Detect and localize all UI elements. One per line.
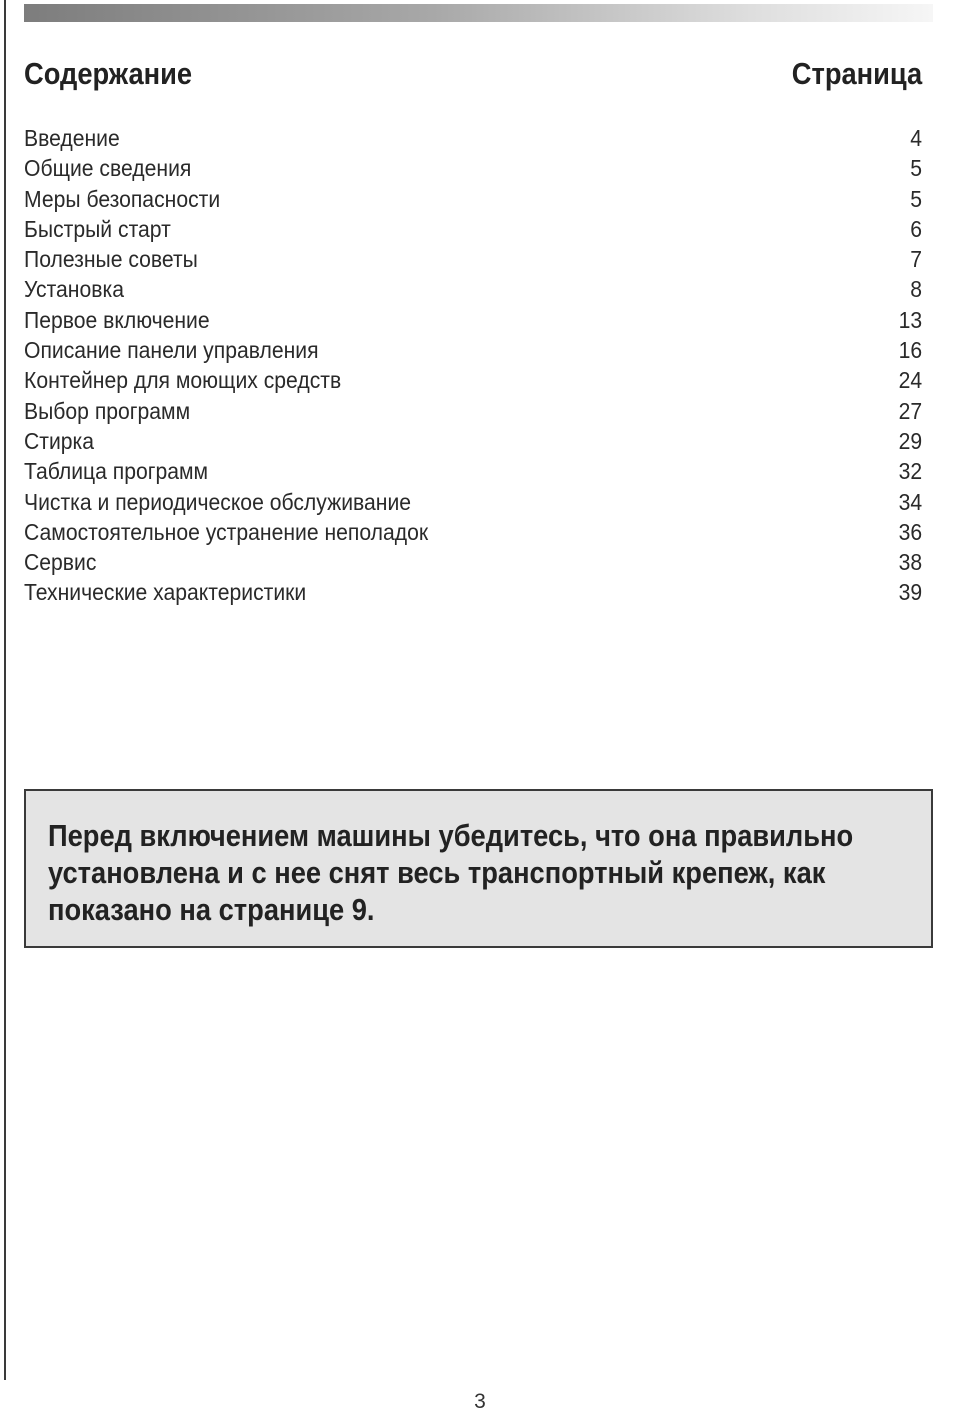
toc-entry-title: Описание панели управления [24, 337, 319, 364]
toc-entry-title: Таблица программ [24, 458, 209, 485]
toc-entry [24, 214, 922, 244]
toc-entry-page: 8 [910, 276, 922, 303]
toc-entry-title: Меры безопасности [24, 185, 221, 212]
toc-entry [24, 153, 922, 183]
toc-entry [24, 184, 922, 214]
toc-entry-page: 29 [898, 427, 922, 454]
toc-entry-page: 13 [898, 306, 922, 333]
toc-entry-title: Установка [24, 276, 124, 303]
toc-entry-title: Полезные советы [24, 246, 198, 273]
toc-entry [24, 456, 922, 486]
notice-line: установлена и с нее снят весь транспортный крепеж, как [48, 855, 826, 890]
toc-entry-title: Контейнер для моющих средств [24, 367, 342, 394]
toc-header [24, 56, 922, 100]
toc-entry-page: 7 [910, 246, 922, 273]
toc-entry-page: 6 [910, 215, 922, 242]
installation-notice-box [24, 789, 933, 948]
toc-entry [24, 517, 922, 547]
page-number: 3 [474, 1390, 486, 1413]
notice-line: показано на странице 9. [48, 892, 375, 927]
toc-entry [24, 365, 922, 395]
toc-entry [24, 305, 922, 335]
toc-entry-title: Стирка [24, 427, 95, 454]
toc-entry-page: 27 [898, 397, 922, 424]
toc-entry-page: 5 [910, 185, 922, 212]
left-margin-rule [4, 0, 6, 1380]
toc-entry-title: Выбор программ [24, 397, 191, 424]
notice-line: Перед включением машины убедитесь, что она правильно [48, 818, 854, 853]
page-title: Содержание [24, 56, 193, 91]
toc-entry-title: Первое включение [24, 306, 210, 333]
toc-entry-title: Самостоятельное устранение неполадок [24, 518, 429, 545]
toc-entry [24, 123, 922, 153]
toc-entry-title: Чистка и периодическое обслуживание [24, 488, 412, 515]
toc-entry [24, 547, 922, 577]
toc-entry [24, 396, 922, 426]
toc-entry-title: Технические характеристики [24, 579, 307, 606]
toc-entry-page: 32 [898, 458, 922, 485]
toc-entry [24, 274, 922, 304]
page-column-heading: Страница [791, 56, 922, 91]
toc-entry [24, 577, 922, 607]
toc-entry-title: Сервис [24, 549, 97, 576]
toc-entry [24, 426, 922, 456]
toc-entry-page: 5 [910, 155, 922, 182]
toc-entry-page: 39 [898, 579, 922, 606]
toc-entry-title: Введение [24, 125, 120, 151]
toc-entry-page: 24 [898, 367, 922, 394]
toc-entry-page: 4 [910, 125, 922, 151]
toc-entry-page: 36 [898, 518, 922, 545]
toc-entry [24, 335, 922, 365]
table-of-contents [24, 123, 922, 608]
toc-entry-page: 34 [898, 488, 922, 515]
toc-entry-page: 38 [898, 549, 922, 576]
toc-entry-page: 16 [898, 337, 922, 364]
toc-entry-title: Общие сведения [24, 155, 192, 182]
header-gradient-bar [24, 4, 933, 22]
toc-entry [24, 487, 922, 517]
installation-notice-text [48, 817, 893, 928]
toc-entry [24, 244, 922, 274]
toc-entry-title: Быстрый старт [24, 215, 171, 242]
